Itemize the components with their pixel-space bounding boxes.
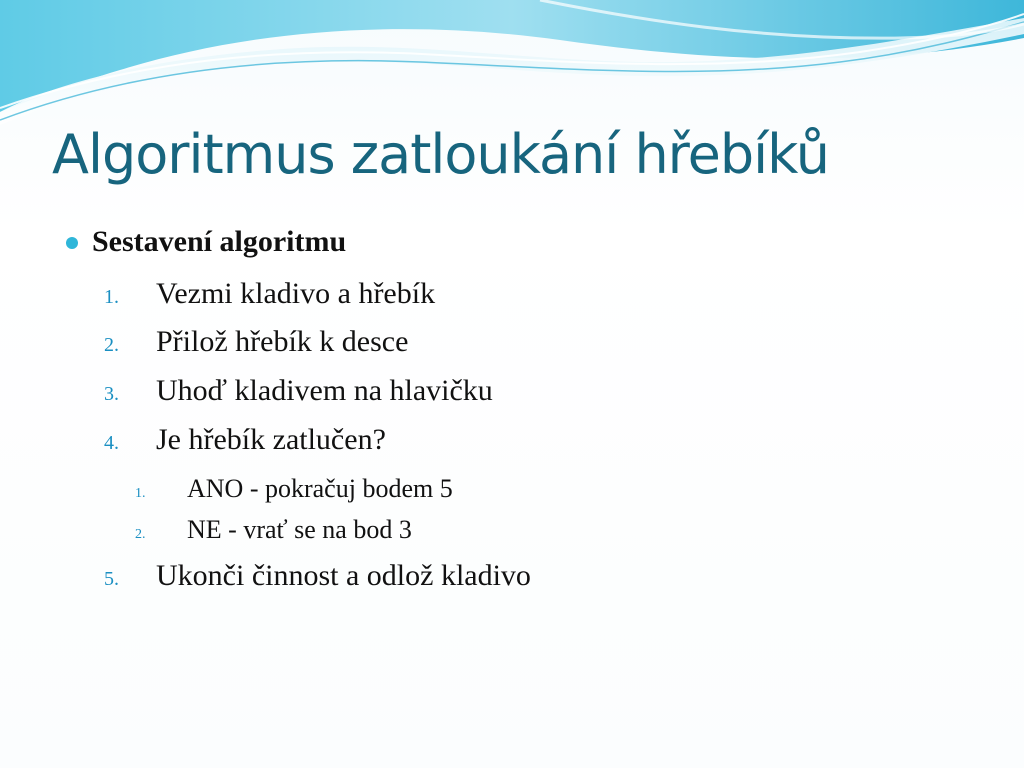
bullet-dot-icon [66,237,78,249]
list-item-text: Ukonči činnost a odlož kladivo [156,559,531,592]
list-item-number: 1. [104,286,119,308]
list-item [104,374,493,408]
list-item-text: Uhoď kladivem na hlavičku [156,374,493,407]
list-item-number: 3. [104,383,119,405]
list-item [104,559,531,593]
list-item-number: 4. [104,432,119,454]
list-item-number: 2. [104,334,119,356]
sub-list-item-number: 2. [135,527,146,542]
sub-list-item-text: NE - vrať se na bod 3 [187,515,412,544]
sub-list-item [135,515,412,545]
list-item-text: Vezmi kladivo a hřebík [156,277,436,310]
list-item [104,423,386,457]
sub-list-item-number: 1. [135,486,146,501]
sub-list-item [135,474,453,504]
sub-list-item-text: ANO - pokračuj bodem 5 [187,474,453,503]
bullet-heading: Sestavení algoritmu [92,225,347,258]
list-item [104,325,408,359]
slide-title: Algoritmus zatloukání hřebíků [52,123,830,186]
list-item-text: Přilož hřebík k desce [156,325,409,358]
list-item [104,277,435,311]
decorative-wave-header [0,0,1024,130]
list-item-number: 5. [104,568,119,590]
bullet-item [66,225,346,259]
list-item-text: Je hřebík zatlučen? [156,423,386,456]
